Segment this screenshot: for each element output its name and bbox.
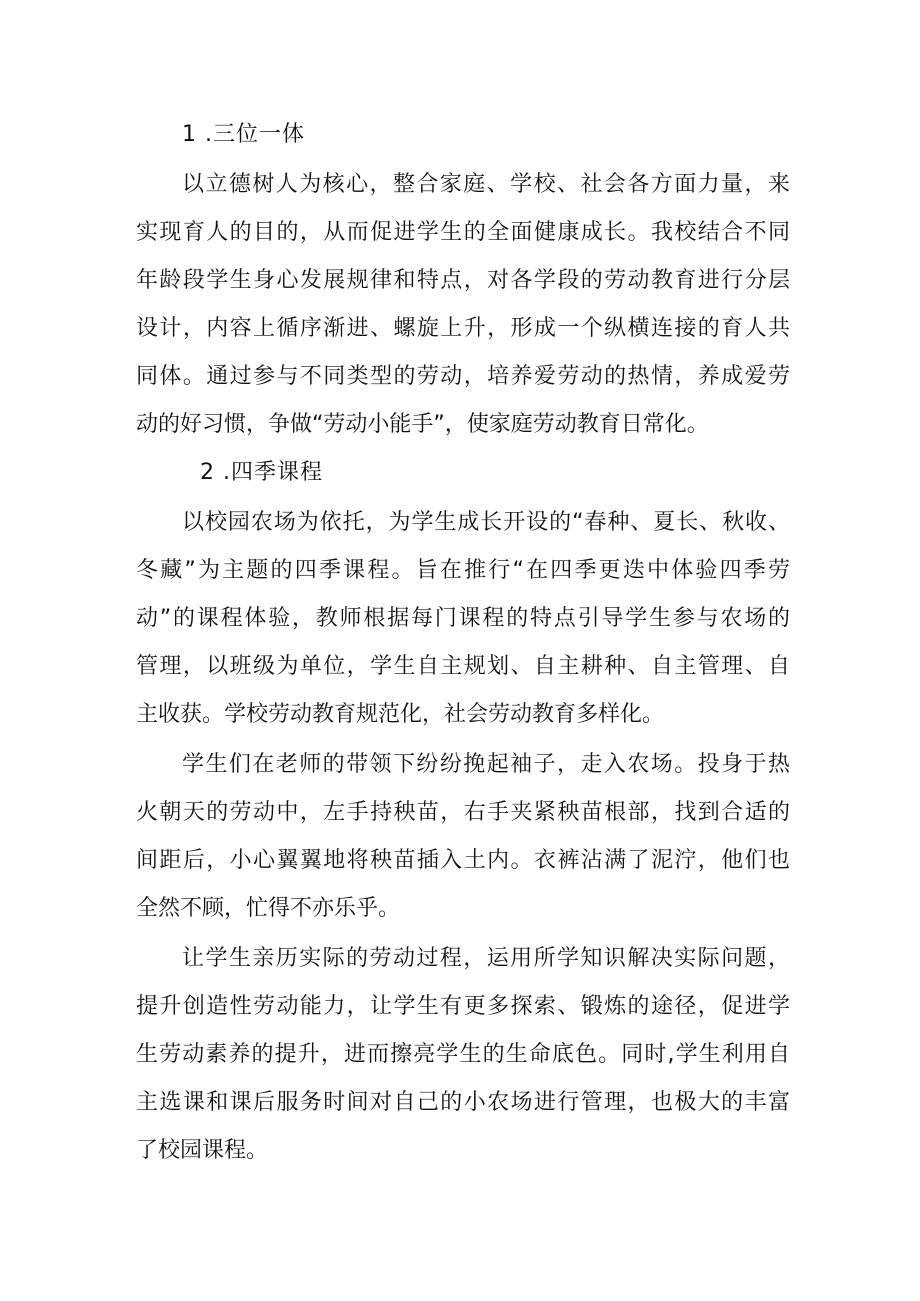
paragraph-line: 管理，以班级为单位，学生自主规划、自主耕种、自主管理、自 xyxy=(136,654,790,679)
paragraph-line: 冬藏”为主题的四季课程。旨在推行“在四季更迭中体验四季劳 xyxy=(136,558,791,583)
paragraph-line: 实现育人的目的，从而促进学生的全面健康成长。我校结合不同 xyxy=(136,220,790,245)
paragraph-line: 提升创造性劳动能力，让学生有更多探索、锻炼的途径，促进学 xyxy=(136,994,790,1019)
paragraph-line: 设计，内容上循序渐进、螺旋上升，形成一个纵横连接的育人共 xyxy=(136,316,790,341)
paragraph-line: 了校园课程。 xyxy=(136,1138,269,1163)
section-heading-1: 1 .三位一体 xyxy=(182,122,305,147)
paragraph-line: 以校园农场为依托，为学生成长开设的“春种、夏长、秋收、 xyxy=(182,510,790,535)
paragraph-line: 主选课和课后服务时间对自己的小农场进行管理，也极大的丰富 xyxy=(136,1090,790,1115)
paragraph-line: 动的好习惯，争做“劳动小能手”，使家庭劳动教育日常化。 xyxy=(136,412,709,437)
paragraph-line: 动”的课程体验，教师根据每门课程的特点引导学生参与农场的 xyxy=(136,606,790,631)
paragraph-line: 同体。通过参与不同类型的劳动，培养爱劳动的热情，养成爱劳 xyxy=(136,364,790,389)
paragraph-line: 间距后，小心翼翼地将秧苗插入土内。衣裤沾满了泥泞，他们也 xyxy=(136,848,790,873)
paragraph-line: 火朝天的劳动中，左手持秧苗，右手夹紧秧苗根部，找到合适的 xyxy=(136,800,790,825)
paragraph-line: 生劳动素养的提升，进而擦亮学生的生命底色。同时,学生利用自 xyxy=(136,1042,790,1067)
paragraph-line: 以立德树人为核心，整合家庭、学校、社会各方面力量，来 xyxy=(182,172,790,197)
paragraph-line: 全然不顾，忙得不亦乐乎。 xyxy=(136,896,401,921)
paragraph-line: 让学生亲历实际的劳动过程，运用所学知识解决实际问题， xyxy=(182,946,790,971)
paragraph-line: 学生们在老师的带领下纷纷挽起袖子，走入农场。投身于热 xyxy=(182,752,790,777)
paragraph-line: 年龄段学生身心发展规律和特点，对各学段的劳动教育进行分层 xyxy=(136,268,790,293)
section-heading-2: 2 .四季课程 xyxy=(200,460,323,485)
paragraph-line: 主收获。学校劳动教育规范化，社会劳动教育多样化。 xyxy=(136,702,665,727)
